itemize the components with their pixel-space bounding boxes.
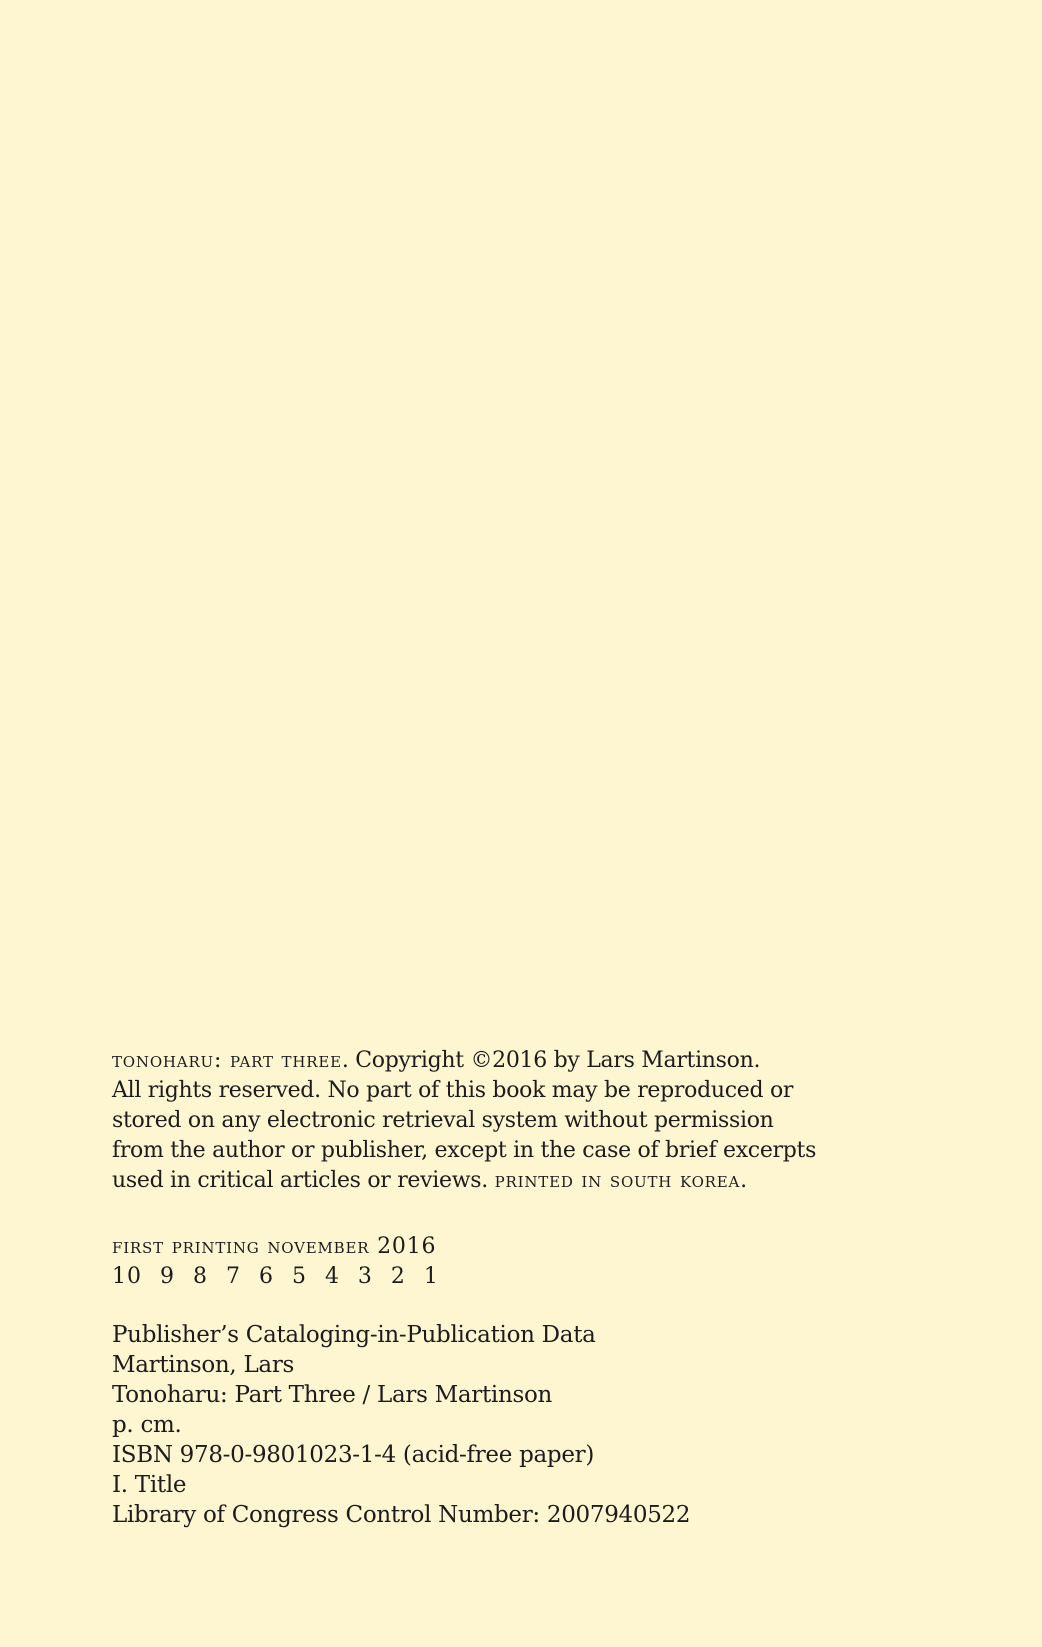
cip-title: Tonoharu: Part Three / Lars Martinson	[112, 1382, 553, 1408]
copyright-notice	[112, 1046, 832, 1196]
printing-info	[112, 1232, 439, 1292]
copyright-line-1	[112, 1046, 832, 1076]
cip-author: Martinson, Lars	[112, 1352, 295, 1378]
copyright-paragraph	[112, 1046, 832, 1196]
cip-subject: I. Title	[112, 1472, 187, 1498]
copyright-statement: . Copyright ©2016 by Lars Martinson.	[341, 1048, 761, 1073]
cip-heading: Publisher’s Cataloging-in-Publication Data	[112, 1322, 596, 1348]
printed-in-small-caps: printed in south korea.	[494, 1168, 748, 1193]
cip-physical: p. cm.	[112, 1412, 182, 1438]
copyright-line-5-text: used in critical articles or reviews.	[112, 1168, 495, 1193]
printer-number-line: 10 9 8 7 6 5 4 3 2 1	[112, 1264, 439, 1289]
book-title-small-caps: tonoharu: part three	[112, 1048, 342, 1073]
cataloging-data	[112, 1320, 690, 1530]
cip-isbn: ISBN 978-0-9801023-1-4 (acid-free paper)	[112, 1442, 595, 1468]
first-printing-label: first printing november 2016	[112, 1234, 437, 1259]
copyright-line-4: from the author or publisher, except in the case of brief excerpts	[112, 1138, 817, 1163]
copyright-line-3: stored on any electronic retrieval system without permission	[112, 1108, 774, 1133]
copyright-line-2: All rights reserved. No part of this book may be reproduced or	[112, 1078, 794, 1103]
cip-lccn: Library of Congress Control Number: 2007940522	[112, 1502, 691, 1528]
copyright-line-5	[112, 1166, 832, 1196]
